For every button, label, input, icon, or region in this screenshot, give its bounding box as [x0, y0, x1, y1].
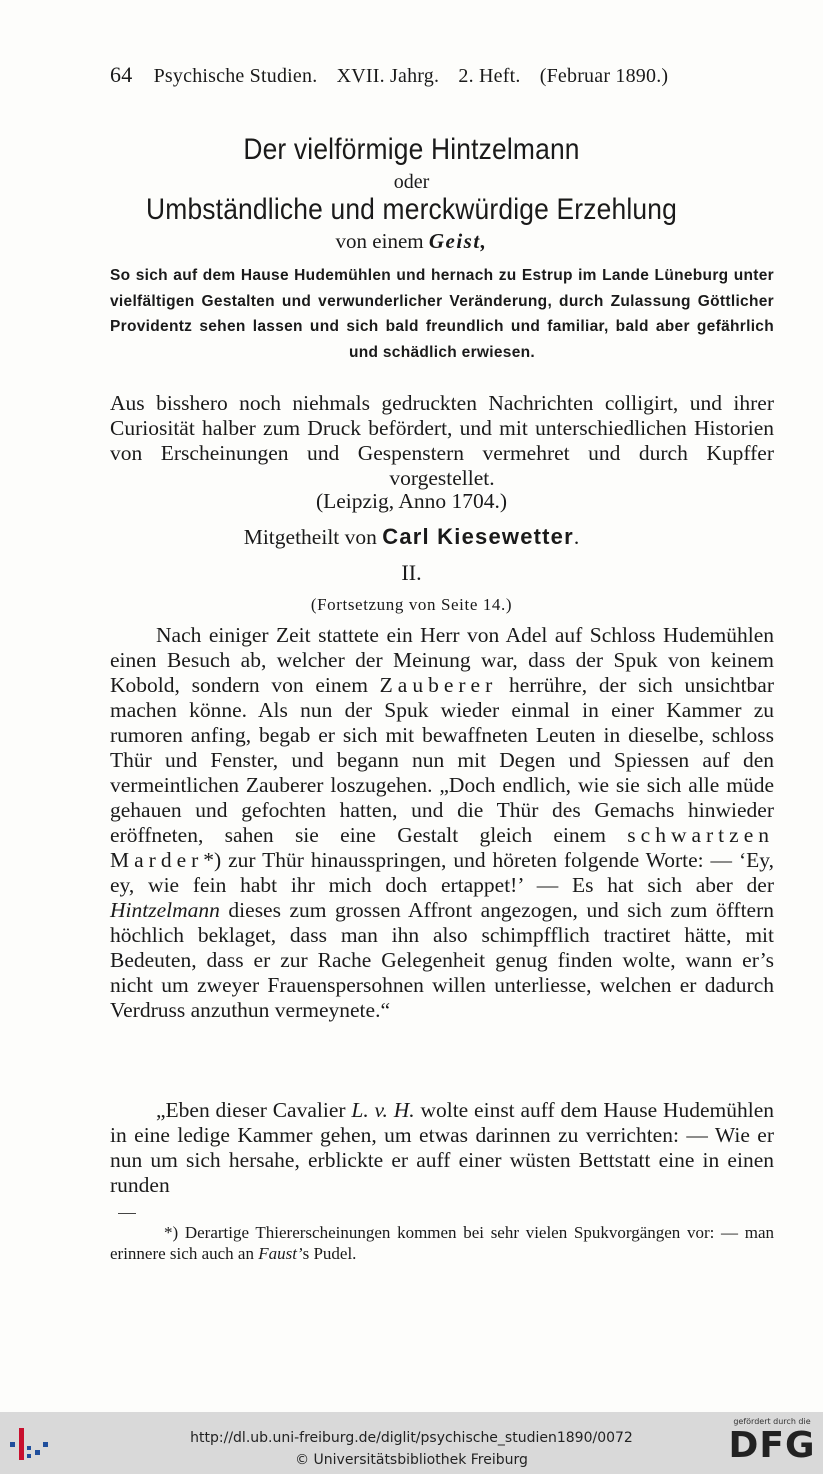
paragraph-2 [110, 1098, 774, 1198]
journal-title: Psychische Studien. [153, 65, 318, 87]
footnote-rule [118, 1213, 136, 1214]
imprint: (Leipzig, Anno 1704.) [315, 489, 508, 513]
attribution-suffix: . [573, 525, 580, 549]
footer-bar [0, 1412, 823, 1474]
footnote [110, 1222, 774, 1264]
p1-spaced-marder: schwartzen Marder [110, 823, 774, 872]
issue-label: 2. Heft. [458, 65, 521, 87]
dfg-caption: gefördert durch die [733, 1417, 811, 1426]
geist-text: Geist, [428, 229, 488, 253]
article-title: Der vielförmige Hintzelmann [243, 133, 580, 166]
dfg-funding-badge [724, 1417, 820, 1471]
page-number: 64 [110, 62, 133, 87]
permalink-url[interactable]: http://dl.ub.uni-freiburg.de/diglit/psychische_studien1890/0072 [190, 1430, 633, 1446]
p2-italic-initials: L. v. H. [351, 1098, 415, 1122]
p1-text-g: dieses zum grossen Affront angezogen, und sich zum öfftern höchlich beklaget, dass man ihn also schimpfflich tractiret hätte, mit Bedeuten, dass er zur Rache Gelegenheit genug finden wolte, wann er’s nicht um zweyer Frauenspersohnen willen unterliesse, welchen er dadurch Verdruss anzuthun vermeynete.“ [110, 898, 775, 1022]
volume-label: XVII. Jahrg. [336, 65, 440, 87]
p2-text-a: „Eben dieser Cavalier [156, 1098, 346, 1122]
p1-italic-hintzelmann: Hintzelmann [110, 898, 220, 922]
continuation-note: (Fortsetzung von Seite 14.) [310, 595, 513, 614]
dfg-logo-icon: DFG [728, 1425, 816, 1466]
p2-text-c: wolte einst auff dem Hause Hudemühlen in eine ledige Kammer gehen, um etwas darinnen zu verrichten: — Wie er nun um sich hersahe, erblickte er auff einer wüsten Bettstatt eine in einen runden [110, 1098, 775, 1197]
attribution-line [0, 524, 823, 550]
paragraph-1 [110, 623, 774, 1023]
title-conjunction: oder [393, 171, 430, 193]
p1-text-a: Nach einiger Zeit stattete ein Herr von Adel auf Schloss Hudemühlen einen Besuch ab, welcher der Meinung war, dass der Spuk von keinem Kobold, sondern von einem [110, 623, 774, 697]
footnote-italic-faust: Faust’ [258, 1244, 303, 1263]
p1-text-e: *) zur Thür hinausspringen, und höreten folgende Worte: — ‘Ey, ey, wie fein habt ihr mich doch ertappet!’ — Es hat sich aber der [110, 848, 774, 897]
copyright-notice: © Universitätsbibliothek Freiburg [295, 1452, 528, 1468]
p1-spaced-zauberer: Zauberer [379, 673, 498, 697]
p1-text-c: herrühre, der sich unsichtbar machen könne. Als nun der Spuk wieder einmal in einer Kammer zu rumoren anfing, begab er sich mit bewaffneten Leuten in dieselbe, schloss Thür und Fenster, und begann nun mit Degen und Spiessen auf den vermeintlichen Zauberer loszugehen. „Doch endlich, wie sie sich alle müde gehauen und gefochten hatten, und die Thür des Gemachs hinwieder eröffneten, sahen sie eine Gestalt gleich einem [110, 673, 775, 847]
description-block: Aus bisshero noch niehmals gedruckten Nachrichten colligirt, und ihrer Curiosität halber zum Druck befördert, und mit unterschiedlichen Historien von Erscheinungen und Gespenstern vermehret und durch Kupffer vorgestellet. [110, 391, 774, 490]
bold-subtitle-block: So sich auf dem Hause Hudemühlen und hernach zu Estrup im Lande Lüneburg unter vielfältigen Gestalten und verwunderlicher Veränderung, durch Zulassung Göttlicher Providentz sehen lassen und sich bald freundlich und familiar, bald aber gefährlich und schädlich erwiesen. [110, 267, 774, 361]
issue-date: (Februar 1890.) [539, 65, 669, 87]
running-header [110, 62, 740, 88]
attribution-prefix: Mitgetheilt von [243, 525, 377, 549]
article-subtitle: Umbständliche und merckwürdige Erzehlung [146, 193, 677, 226]
footnote-text-a: *) Derartige Thiererscheinungen kommen bei sehr vielen Spukvorgängen vor: — man erinnere sich auch an [110, 1223, 774, 1263]
footnote-text-c: s Pudel. [302, 1244, 357, 1263]
part-number: II. [401, 560, 422, 585]
von-einem-text: von einem [335, 229, 424, 253]
title-von-geist [0, 229, 823, 254]
author-name: Carl Kiesewetter [382, 524, 574, 549]
